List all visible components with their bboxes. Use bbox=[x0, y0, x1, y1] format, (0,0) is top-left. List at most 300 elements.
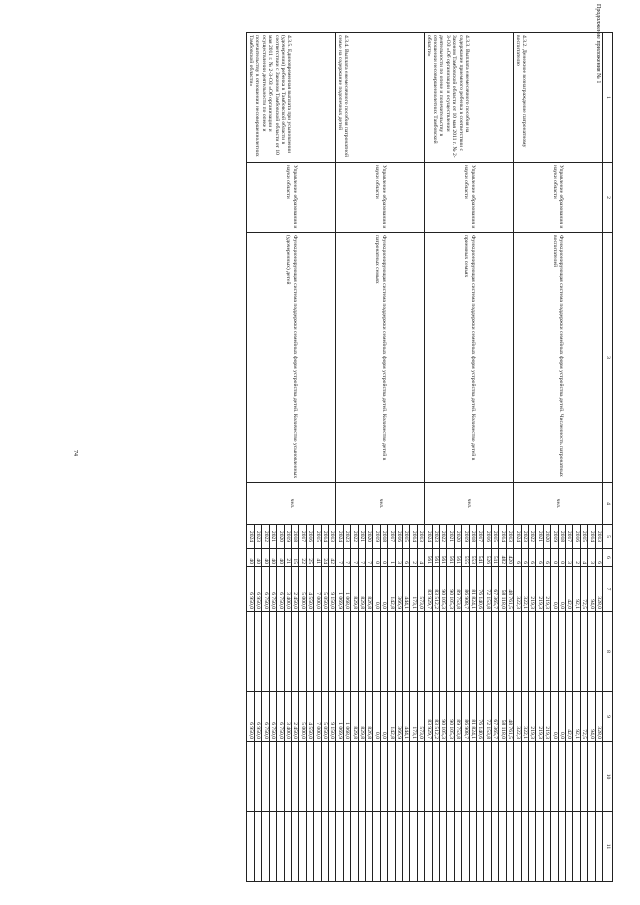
extra-cell bbox=[425, 812, 432, 882]
year-cell: 2015 bbox=[314, 525, 321, 549]
federal-cell bbox=[417, 612, 424, 692]
extra-cell bbox=[528, 812, 535, 882]
federal-cell bbox=[536, 612, 543, 692]
count-cell: 6 bbox=[536, 549, 543, 567]
regional-cell: 219,3 bbox=[536, 692, 543, 742]
regional-cell: 142,8 bbox=[388, 692, 395, 742]
year-cell: 2021 bbox=[536, 525, 543, 549]
count-cell: 3 bbox=[395, 549, 402, 567]
local-cell bbox=[343, 742, 350, 812]
total-cell: 6 950,0 bbox=[247, 567, 254, 612]
total-cell: 81 824,1 bbox=[469, 567, 476, 612]
program-measures-table bbox=[247, 32, 614, 882]
total-cell: 3 400,0 bbox=[284, 567, 291, 612]
regional-cell: 83 512,2 bbox=[432, 692, 439, 742]
regional-cell: 81 824,1 bbox=[469, 692, 476, 742]
year-cell: 2020 bbox=[366, 525, 373, 549]
total-cell: 48 761,5 bbox=[506, 567, 513, 612]
local-cell bbox=[358, 742, 365, 812]
federal-cell bbox=[462, 612, 469, 692]
total-cell: 90 105,3 bbox=[447, 567, 454, 612]
count-cell: 4 bbox=[580, 549, 587, 567]
total-cell: 366,9 bbox=[395, 567, 402, 612]
extra-cell bbox=[351, 812, 358, 882]
extra-cell bbox=[521, 812, 528, 882]
federal-cell bbox=[373, 612, 380, 692]
regional-cell: 94,0 bbox=[588, 692, 595, 742]
column-header-9: 9 bbox=[603, 692, 613, 742]
count-cell: 3 bbox=[588, 549, 595, 567]
extra-cell bbox=[573, 812, 580, 882]
extra-cell bbox=[336, 812, 343, 882]
local-cell bbox=[403, 742, 410, 812]
federal-cell bbox=[336, 612, 343, 692]
column-header-6: 6 bbox=[603, 549, 613, 567]
count-cell: 40 bbox=[254, 549, 261, 567]
regional-cell: 5 000,0 bbox=[299, 692, 306, 742]
federal-cell bbox=[425, 612, 432, 692]
local-cell bbox=[558, 742, 565, 812]
regional-cell: 0,0 bbox=[373, 692, 380, 742]
column-header-1: 1 bbox=[603, 33, 613, 163]
extra-cell bbox=[499, 812, 506, 882]
federal-cell bbox=[551, 612, 558, 692]
count-cell: 2 bbox=[410, 549, 417, 567]
year-cell: 2016 bbox=[573, 525, 580, 549]
federal-cell bbox=[588, 612, 595, 692]
count-cell: 561 bbox=[425, 549, 432, 567]
total-cell: 142,8 bbox=[388, 567, 395, 612]
total-cell: 0,0 bbox=[373, 567, 380, 612]
regional-cell: 72 153,8 bbox=[484, 692, 491, 742]
year-cell: 2019 bbox=[462, 525, 469, 549]
count-cell: 0 bbox=[380, 549, 387, 567]
year-cell: 2015 bbox=[580, 525, 587, 549]
regional-cell: 3 400,0 bbox=[284, 692, 291, 742]
total-cell: 0,0 bbox=[551, 567, 558, 612]
federal-cell bbox=[514, 612, 521, 692]
federal-cell bbox=[410, 612, 417, 692]
total-cell: 4 550,0 bbox=[306, 567, 313, 612]
regional-cell: 173,1 bbox=[410, 692, 417, 742]
federal-cell bbox=[262, 612, 269, 692]
year-cell: 2018 bbox=[558, 525, 565, 549]
extra-cell bbox=[410, 812, 417, 882]
regional-cell: 328,0 bbox=[595, 692, 602, 742]
local-cell bbox=[321, 742, 328, 812]
federal-cell bbox=[388, 612, 395, 692]
local-cell bbox=[432, 742, 439, 812]
measure-cell: 4.3.4. Выплата ежемесячного пособия патронатной семье на содержание подопечных детей bbox=[336, 33, 425, 163]
regional-cell: 67 365,7 bbox=[491, 692, 498, 742]
measure-cell: 4.3.2. Денежное вознаграждение патронатному воспитателю bbox=[514, 33, 603, 163]
total-cell: 7 000,0 bbox=[314, 567, 321, 612]
count-cell: 2 bbox=[573, 549, 580, 567]
rotated-table-wrapper bbox=[82, 32, 613, 881]
regional-cell: 6 750,0 bbox=[277, 692, 284, 742]
extra-cell bbox=[588, 812, 595, 882]
extra-cell bbox=[469, 812, 476, 882]
year-cell: 2017 bbox=[388, 525, 395, 549]
federal-cell bbox=[477, 612, 484, 692]
total-cell: 72,5 bbox=[580, 567, 587, 612]
local-cell bbox=[425, 742, 432, 812]
count-cell: 553 bbox=[469, 549, 476, 567]
count-cell: 22 bbox=[299, 549, 306, 567]
federal-cell bbox=[543, 612, 550, 692]
federal-cell bbox=[491, 612, 498, 692]
local-cell bbox=[306, 742, 313, 812]
year-cell: 2015 bbox=[403, 525, 410, 549]
local-cell bbox=[284, 742, 291, 812]
regional-cell: 42,0 bbox=[565, 692, 572, 742]
extra-cell bbox=[403, 812, 410, 882]
regional-cell: 6 750,0 bbox=[269, 692, 276, 742]
total-cell: 5 000,0 bbox=[299, 567, 306, 612]
local-cell bbox=[388, 742, 395, 812]
local-cell bbox=[269, 742, 276, 812]
year-cell: 2019 bbox=[551, 525, 558, 549]
total-cell: 829,8 bbox=[351, 567, 358, 612]
extra-cell bbox=[306, 812, 313, 882]
total-cell: 573,0 bbox=[417, 567, 424, 612]
total-cell: 6 750,0 bbox=[262, 567, 269, 612]
regional-cell: 322,1 bbox=[521, 692, 528, 742]
total-cell: 6 950,0 bbox=[254, 567, 261, 612]
federal-cell bbox=[380, 612, 387, 692]
local-cell bbox=[565, 742, 572, 812]
regional-cell: 219,3 bbox=[528, 692, 535, 742]
local-cell bbox=[373, 742, 380, 812]
total-cell: 322,3 bbox=[514, 567, 521, 612]
local-cell bbox=[262, 742, 269, 812]
extra-cell bbox=[447, 812, 454, 882]
regional-cell: 219,3 bbox=[543, 692, 550, 742]
federal-cell bbox=[469, 612, 476, 692]
column-header-4: 4 bbox=[603, 483, 613, 525]
local-cell bbox=[551, 742, 558, 812]
extra-cell bbox=[314, 812, 321, 882]
local-cell bbox=[366, 742, 373, 812]
count-cell: 561 bbox=[447, 549, 454, 567]
total-cell: 6 750,0 bbox=[277, 567, 284, 612]
column-header-2: 2 bbox=[603, 163, 613, 233]
year-cell: 2020 bbox=[543, 525, 550, 549]
table-row bbox=[506, 33, 513, 882]
extra-cell bbox=[366, 812, 373, 882]
count-cell: 25 bbox=[306, 549, 313, 567]
total-cell: 219,3 bbox=[528, 567, 535, 612]
total-cell: 67 365,7 bbox=[491, 567, 498, 612]
extra-cell bbox=[432, 812, 439, 882]
executor-cell: Управление образования и науки области bbox=[247, 163, 336, 233]
total-cell: 829,8 bbox=[358, 567, 365, 612]
extra-cell bbox=[262, 812, 269, 882]
local-cell bbox=[291, 742, 298, 812]
local-cell bbox=[447, 742, 454, 812]
federal-cell bbox=[558, 612, 565, 692]
local-cell bbox=[580, 742, 587, 812]
regional-cell: 6 950,0 bbox=[254, 692, 261, 742]
local-cell bbox=[514, 742, 521, 812]
federal-cell bbox=[351, 612, 358, 692]
count-cell: 555 bbox=[462, 549, 469, 567]
local-cell bbox=[462, 742, 469, 812]
total-cell: 72 153,8 bbox=[484, 567, 491, 612]
indicator-cell: Функционирующая система поддержки семейных форм устройства детей. Количество детей в патронатных семьях bbox=[336, 233, 425, 483]
total-cell: 86 908,7 bbox=[462, 567, 469, 612]
regional-cell: 2 450,0 bbox=[291, 692, 298, 742]
federal-cell bbox=[447, 612, 454, 692]
extra-cell bbox=[343, 812, 350, 882]
total-cell: 2 450,0 bbox=[291, 567, 298, 612]
count-cell: 21 bbox=[284, 549, 291, 567]
measure-cell: 4.3.5. Единовременная выплата при усыновлении (удочерении) ребенка в Тамбовской области в соответствии с Законом Тамбовской области от 10 мая 2011 г. № 2-3-ОЗ «Об организации и осуществлении деятельности по опеке и попечительству в отношении несовершеннолетних Тамбовской области» bbox=[247, 33, 336, 163]
federal-cell bbox=[440, 612, 447, 692]
federal-cell bbox=[284, 612, 291, 692]
unit-cell: чел. bbox=[514, 483, 603, 525]
unit-cell: чел. bbox=[425, 483, 514, 525]
regional-cell: 76 140,6 bbox=[477, 692, 484, 742]
federal-cell bbox=[499, 612, 506, 692]
federal-cell bbox=[573, 612, 580, 692]
header-row bbox=[603, 33, 613, 882]
year-cell: 2015 bbox=[491, 525, 498, 549]
total-cell: 90 105,3 bbox=[440, 567, 447, 612]
local-cell bbox=[528, 742, 535, 812]
count-cell: 6 bbox=[514, 549, 521, 567]
measure-cell: 4.3.3. Выплата ежемесячного пособия на содержание приемного ребенка в соответствии с Законом Тамбовской области от 10 мая 2011 г. № 2-3-ОЗ «Об организации и осуществлении деятельности по опеке и попечительству в отношении несовершеннолетних Тамбовской области» bbox=[425, 33, 514, 163]
federal-cell bbox=[595, 612, 602, 692]
extra-cell bbox=[277, 812, 284, 882]
local-cell bbox=[543, 742, 550, 812]
year-cell: 2021 bbox=[447, 525, 454, 549]
executor-cell: Управление образования и науки области bbox=[336, 163, 425, 233]
federal-cell bbox=[343, 612, 350, 692]
page-number: 74 bbox=[72, 450, 78, 456]
year-cell: 2023 bbox=[521, 525, 528, 549]
federal-cell bbox=[395, 612, 402, 692]
regional-cell: 829,8 bbox=[358, 692, 365, 742]
extra-cell bbox=[395, 812, 402, 882]
table-row bbox=[328, 33, 335, 882]
extra-cell bbox=[491, 812, 498, 882]
regional-cell: 86 908,7 bbox=[462, 692, 469, 742]
local-cell bbox=[536, 742, 543, 812]
year-cell: 2017 bbox=[565, 525, 572, 549]
year-cell: 2022 bbox=[528, 525, 535, 549]
extra-cell bbox=[328, 812, 335, 882]
extra-cell bbox=[454, 812, 461, 882]
local-cell bbox=[247, 742, 254, 812]
total-cell: 92,1 bbox=[573, 567, 580, 612]
year-cell: 2023 bbox=[343, 525, 350, 549]
extra-cell bbox=[440, 812, 447, 882]
year-cell: 2020 bbox=[454, 525, 461, 549]
local-cell bbox=[395, 742, 402, 812]
total-cell: 5 050,0 bbox=[321, 567, 328, 612]
extra-cell bbox=[284, 812, 291, 882]
total-cell: 0,0 bbox=[558, 567, 565, 612]
local-cell bbox=[506, 742, 513, 812]
local-cell bbox=[314, 742, 321, 812]
count-cell: 0 bbox=[551, 549, 558, 567]
year-cell: 2019 bbox=[284, 525, 291, 549]
local-cell bbox=[588, 742, 595, 812]
extra-cell bbox=[580, 812, 587, 882]
extra-cell bbox=[417, 812, 424, 882]
regional-cell: 0,0 bbox=[380, 692, 387, 742]
total-cell: 1 069,9 bbox=[336, 567, 343, 612]
year-cell: 2021 bbox=[269, 525, 276, 549]
regional-cell: 826,8 bbox=[366, 692, 373, 742]
count-cell: 1 bbox=[388, 549, 395, 567]
regional-cell: 83 929,7 bbox=[425, 692, 432, 742]
count-cell: 41 bbox=[314, 549, 321, 567]
local-cell bbox=[254, 742, 261, 812]
federal-cell bbox=[432, 612, 439, 692]
regional-cell: 322,3 bbox=[514, 692, 521, 742]
count-cell: 482 bbox=[499, 549, 506, 567]
federal-cell bbox=[277, 612, 284, 692]
regional-cell: 0,0 bbox=[558, 692, 565, 742]
extra-cell bbox=[254, 812, 261, 882]
table-body bbox=[247, 33, 613, 882]
count-cell: 561 bbox=[440, 549, 447, 567]
year-cell: 2022 bbox=[262, 525, 269, 549]
extra-cell bbox=[536, 812, 543, 882]
year-cell: 2017 bbox=[299, 525, 306, 549]
count-cell: 511 bbox=[491, 549, 498, 567]
regional-cell: 89 753,8 bbox=[454, 692, 461, 742]
local-cell bbox=[477, 742, 484, 812]
extra-cell bbox=[595, 812, 602, 882]
year-cell: 2024 bbox=[336, 525, 343, 549]
federal-cell bbox=[299, 612, 306, 692]
year-cell: 2018 bbox=[469, 525, 476, 549]
count-cell: 4 bbox=[417, 549, 424, 567]
year-cell: 2021 bbox=[358, 525, 365, 549]
year-cell: 2023 bbox=[432, 525, 439, 549]
year-cell: 2013 bbox=[506, 525, 513, 549]
count-cell: 561 bbox=[454, 549, 461, 567]
local-cell bbox=[469, 742, 476, 812]
count-cell: 24 bbox=[321, 549, 328, 567]
local-cell bbox=[499, 742, 506, 812]
regional-cell: 366,9 bbox=[395, 692, 402, 742]
count-cell: 40 bbox=[269, 549, 276, 567]
extra-cell bbox=[388, 812, 395, 882]
regional-cell: 4 550,0 bbox=[306, 692, 313, 742]
extra-cell bbox=[477, 812, 484, 882]
regional-cell: 6 950,0 bbox=[247, 692, 254, 742]
extra-cell bbox=[373, 812, 380, 882]
federal-cell bbox=[306, 612, 313, 692]
table-row bbox=[417, 33, 424, 882]
unit-cell: чел. bbox=[247, 483, 336, 525]
federal-cell bbox=[358, 612, 365, 692]
local-cell bbox=[328, 742, 335, 812]
regional-cell: 92,1 bbox=[573, 692, 580, 742]
total-cell: 0,0 bbox=[380, 567, 387, 612]
extra-cell bbox=[380, 812, 387, 882]
extra-cell bbox=[358, 812, 365, 882]
federal-cell bbox=[506, 612, 513, 692]
local-cell bbox=[491, 742, 498, 812]
year-cell: 2022 bbox=[440, 525, 447, 549]
regional-cell: 90 105,3 bbox=[440, 692, 447, 742]
extra-cell bbox=[565, 812, 572, 882]
year-cell: 2023 bbox=[254, 525, 261, 549]
count-cell: 6 bbox=[528, 549, 535, 567]
executor-cell: Управление образования и науки области bbox=[514, 163, 603, 233]
indicator-cell: Функционирующая система поддержки семейных форм устройства детей. Количество усыновленных (удочеренных) детей bbox=[247, 233, 336, 483]
count-cell: 420 bbox=[506, 549, 513, 567]
year-cell: 2014 bbox=[321, 525, 328, 549]
count-cell: 7 bbox=[351, 549, 358, 567]
regional-cell: 72,5 bbox=[580, 692, 587, 742]
federal-cell bbox=[521, 612, 528, 692]
regional-cell: 7 000,0 bbox=[314, 692, 321, 742]
year-cell: 2024 bbox=[425, 525, 432, 549]
federal-cell bbox=[328, 612, 335, 692]
table-row bbox=[595, 33, 602, 882]
local-cell bbox=[417, 742, 424, 812]
year-cell: 2018 bbox=[380, 525, 387, 549]
indicator-cell: Функционирующая система поддержки семейных форм устройства детей. Численность патронатных воспитателей bbox=[514, 233, 603, 483]
count-cell: 42 bbox=[328, 549, 335, 567]
local-cell bbox=[595, 742, 602, 812]
count-cell: 7 bbox=[358, 549, 365, 567]
count-cell: 6 bbox=[521, 549, 528, 567]
total-cell: 322,1 bbox=[521, 567, 528, 612]
extra-cell bbox=[484, 812, 491, 882]
local-cell bbox=[521, 742, 528, 812]
regional-cell: 58 118,0 bbox=[499, 692, 506, 742]
year-cell: 2017 bbox=[477, 525, 484, 549]
federal-cell bbox=[565, 612, 572, 692]
year-cell: 2013 bbox=[417, 525, 424, 549]
local-cell bbox=[440, 742, 447, 812]
year-cell: 2013 bbox=[328, 525, 335, 549]
federal-cell bbox=[321, 612, 328, 692]
column-header-8: 8 bbox=[603, 612, 613, 692]
regional-cell: 6 750,0 bbox=[262, 692, 269, 742]
local-cell bbox=[380, 742, 387, 812]
federal-cell bbox=[366, 612, 373, 692]
total-cell: 173,1 bbox=[410, 567, 417, 612]
count-cell: 15 bbox=[291, 549, 298, 567]
year-cell: 2016 bbox=[395, 525, 402, 549]
year-cell: 2024 bbox=[247, 525, 254, 549]
total-cell: 94,0 bbox=[588, 567, 595, 612]
extra-cell bbox=[506, 812, 513, 882]
extra-cell bbox=[291, 812, 298, 882]
extra-cell bbox=[269, 812, 276, 882]
year-cell: 2024 bbox=[514, 525, 521, 549]
federal-cell bbox=[314, 612, 321, 692]
regional-cell: 829,8 bbox=[351, 692, 358, 742]
year-cell: 2014 bbox=[499, 525, 506, 549]
total-cell: 1 068,0 bbox=[343, 567, 350, 612]
column-header-3: 3 bbox=[603, 233, 613, 483]
regional-cell: 1 069,9 bbox=[336, 692, 343, 742]
regional-cell: 573,0 bbox=[417, 692, 424, 742]
total-cell: 6 750,0 bbox=[269, 567, 276, 612]
total-cell: 219,3 bbox=[543, 567, 550, 612]
federal-cell bbox=[269, 612, 276, 692]
regional-cell: 9 150,0 bbox=[328, 692, 335, 742]
